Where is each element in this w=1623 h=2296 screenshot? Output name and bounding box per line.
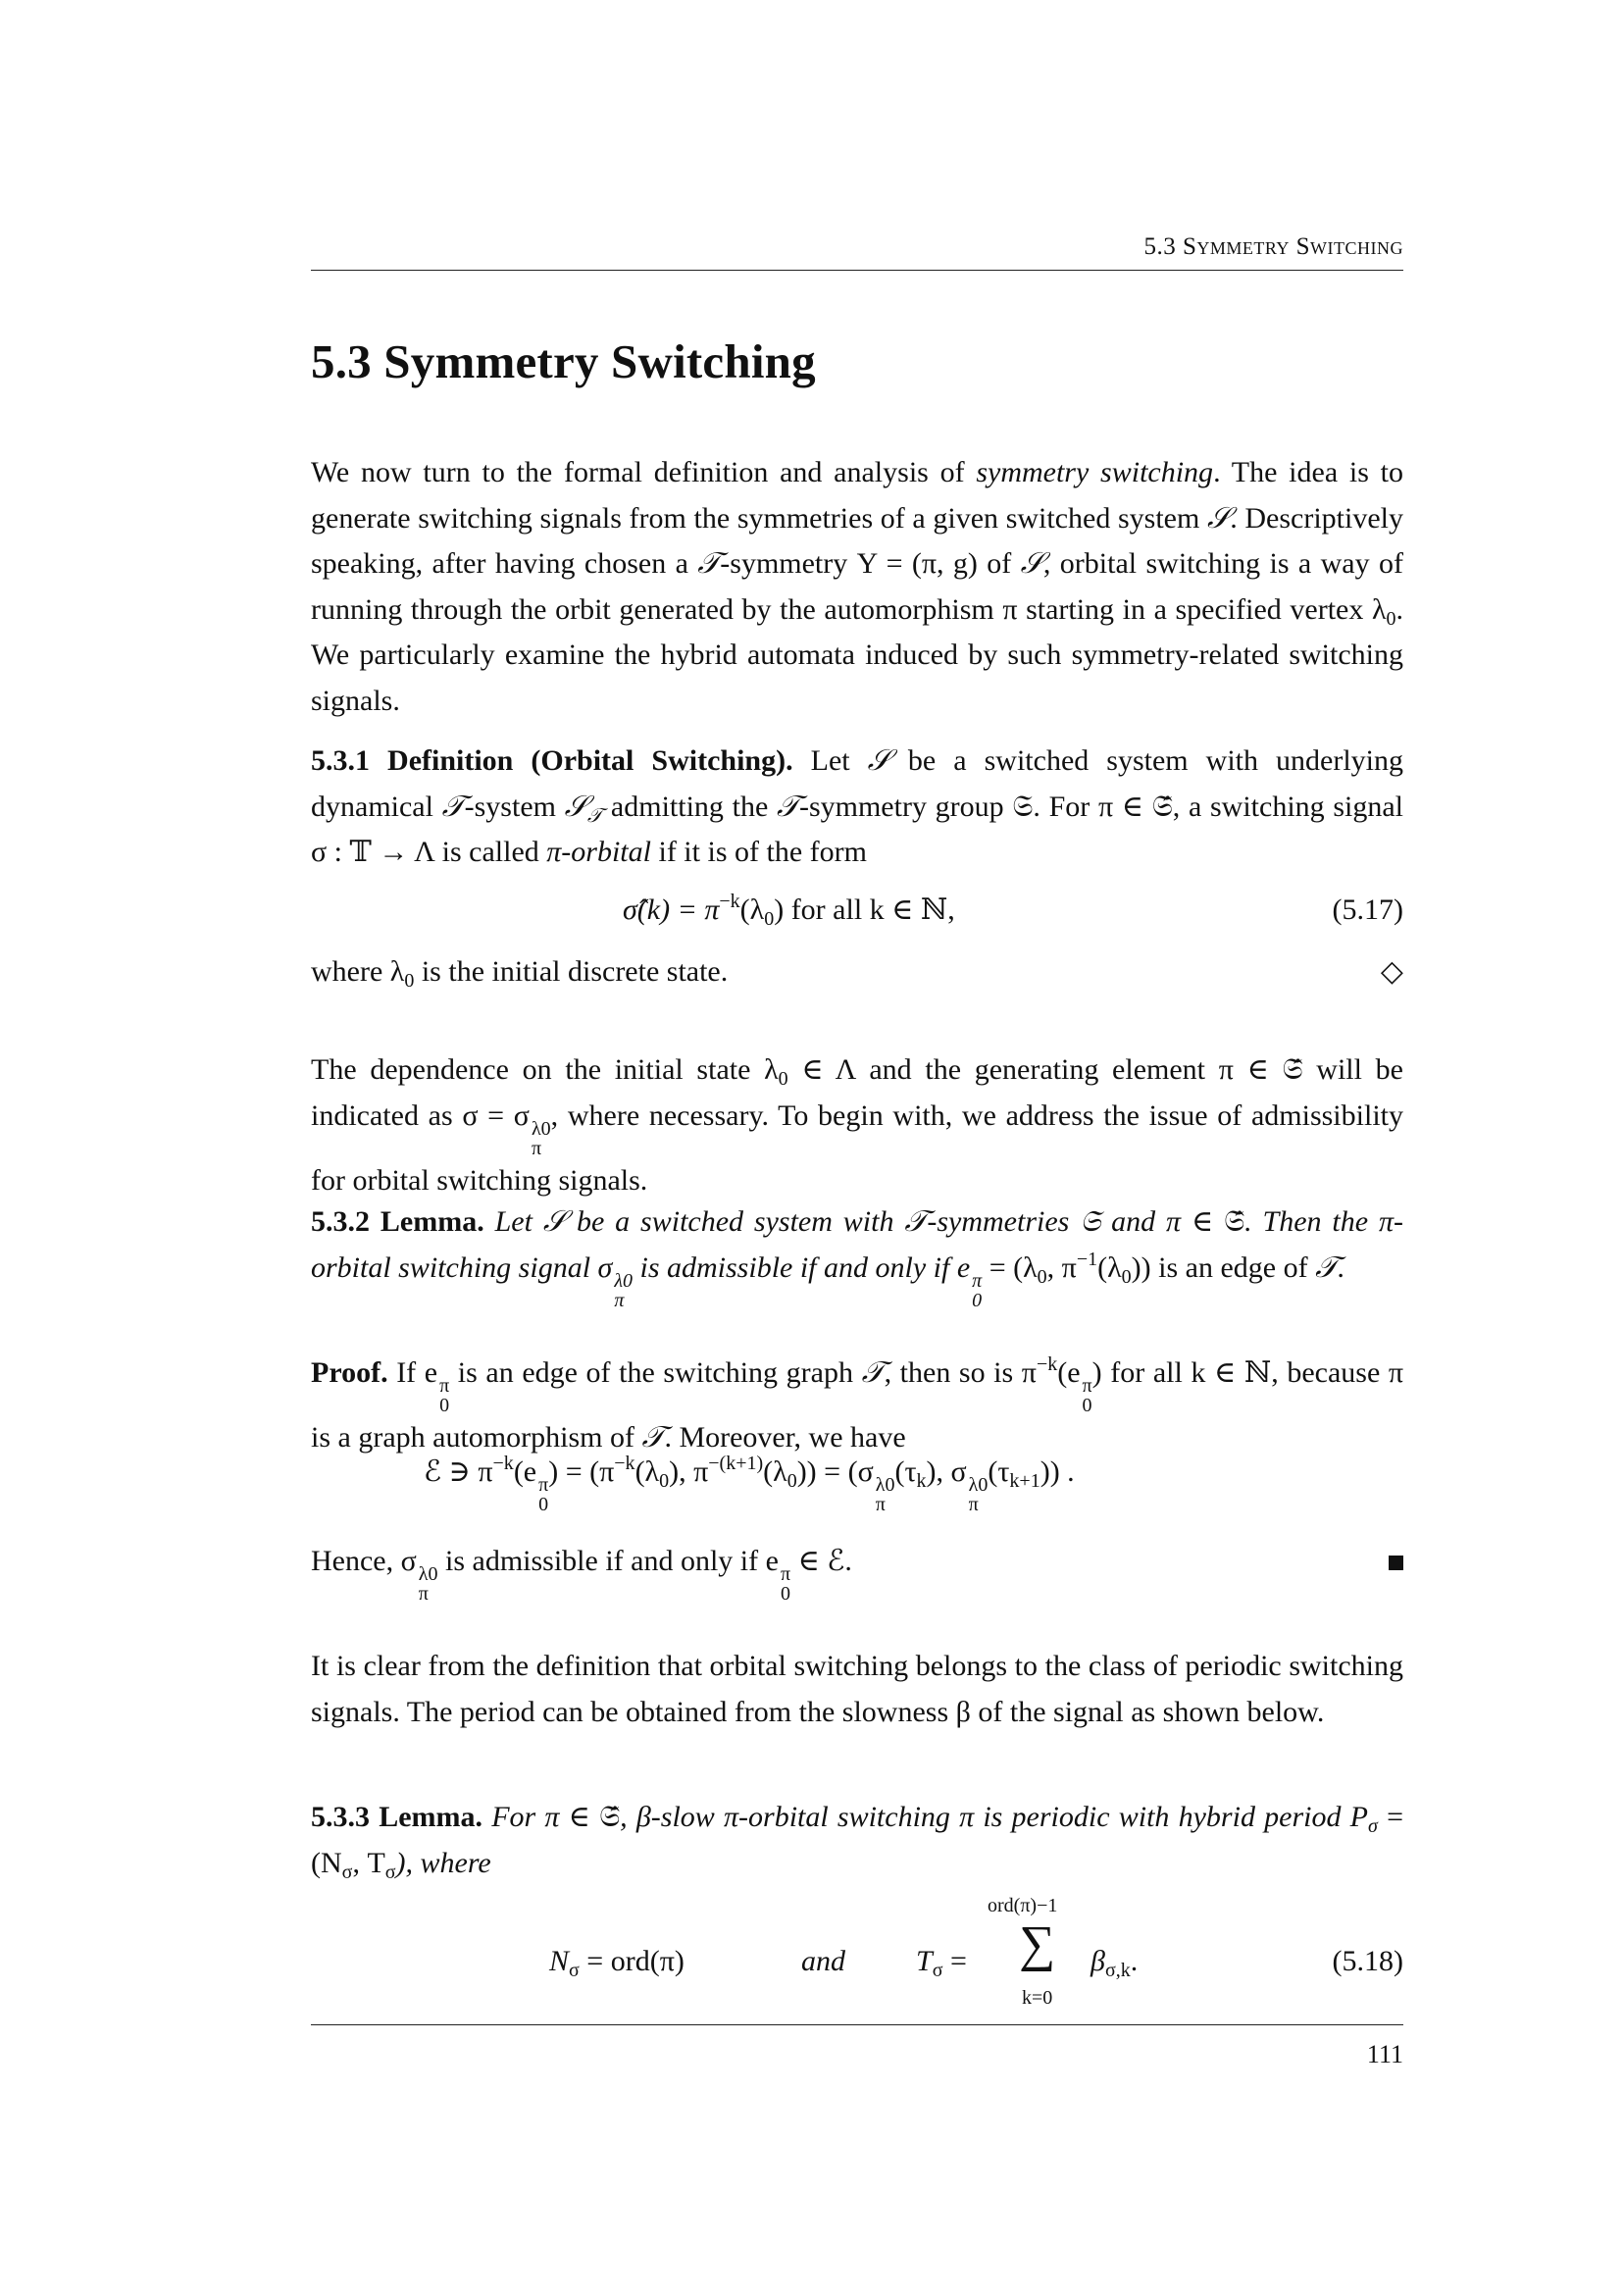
lemma-5-3-2-label: 5.3.2 Lemma. [311, 1205, 484, 1238]
definition-label: 5.3.1 Definition (Orbital Switching). [311, 744, 793, 777]
intro-paragraph: We now turn to the formal definition and analysis of symmetry switching. The idea is to generate switching signals from the symmetries of a given switched system 𝒮. Descriptively speaking, after having chosen a 𝒯-symmetry Υ = (π, g) of 𝒮, orbital switching is a way of running through the orbit generated by the automorphism π starting in a specified vertex $\lambda_0$. We particularly examine the hybrid automata induced by such symmetry-related switching signals. [311, 456, 1403, 717]
proof-label: Proof. [311, 1356, 388, 1389]
header-rule [311, 270, 1403, 271]
equation-5-18: $N_\sigma = ord(\pi)$ and $T_\sigma$ = ord(π)−1 ∑ k=0 $\beta_{\sigma,k}$. (5.18) [549, 1895, 1403, 2009]
paragraph-periodic: It is clear from the definition that orbital switching belongs to the class of periodic switching signals. The period can be obtained from the slowness β of the signal as shown below. [311, 1650, 1403, 1728]
footer-rule [311, 2024, 1403, 2025]
definition-where: where $\lambda_0$ is the initial discrete state. ◇ [311, 949, 1403, 995]
paragraph-dependence: The dependence on the initial state $\lambda_0$ ∈ Λ and the generating element π ∈ 𝔖̂ will be indicated as σ = σ λ0 π , where necessary. To begin with, we address the issue of admissibility for orbital switching signals. [311, 1053, 1403, 1197]
definition-end-mark: ◇ [1380, 955, 1403, 988]
page: 5.3 Symmetry Switching 5.3 Symmetry Switching We now turn to the formal definition and analysis of symmetry switching. The idea is to generate switching signals from the symmetries of a given switched system 𝒮. Descriptively speaking, after having chosen a 𝒯-symmetry Υ = (π, g) of 𝒮, orbital switching is a way of running through the orbit generated by the automorphism π starting in a specified vertex $\lambda_0$. We particularly examine the hybrid automata induced by such symmetry-related switching signals. 5.3.1 Definition (Orbital Switching). Let 𝒮 be a switched system with underlying dynamical 𝒯-system 𝒮$_𝒯$ admitting the 𝒯-symmetry group 𝔖. For π ∈ 𝔖̂, a switching signal σ : 𝕋 → Λ is called π-orbital if it is of the form σ̂(k) = $\pi^{-k}(\lambda_0)$ for all k ∈ ℕ, (5.17) where $\lambda_0$ is the initial discrete state. ◇ The dependence on the initial state $\lambda_0$ ∈ Λ and the generating element π ∈ 𝔖̂ will be indicated as σ = σ λ0 π , where necessary. To begin with, we address the issue of admissibility for orbital switching signals. 5.3.2 Lemma. Let 𝒮 be a switched system with 𝒯-symmetries 𝔖 and π ∈ 𝔖̂. Then the π-orbital switching signal σ λ0 π is admissible if and only if e π 0 = ($\lambda_0$, $\pi^{-1}(\lambda_0)$) is an edge of 𝒯. Proof. If e π 0 is an edge of the switching graph 𝒯, then so is $\pi^{-k}(e$ π 0 ) for all k ∈ ℕ, because π is a graph automorphism of 𝒯. Moreover, we have ℰ ∋ $\pi^{-k}(e$ π 0 ) = ($\pi^{-k}(\lambda_0)$, $\pi^{-(k+1)}(\lambda_0)) = (\sigma$ λ0 π $(\tau_k)$, σ λ0 π $(\tau_{k+1})$) . Hence, σ λ0 π is admissible if and only if e π 0 ∈ ℰ. It is clear from the definition that orbital switching belongs to the class of periodic switching signals. The period can be obtained from the slowness β of the signal as shown below. 5.3.3 Lemma. For π ∈ 𝔖̂, β-slow π-orbital switching π is periodic with hybrid period $P_\sigma = (N_\sigma$, $T_\sigma$), where $N_\sigma = ord(\pi)$ and $T_\sigma$ = ord(π)−1 ∑ k=0 $\beta_{\sigma,k}$. (5.18) 111 [311, 233, 1404, 2068]
lemma-5-3-3: 5.3.3 Lemma. For π ∈ 𝔖̂, β-slow π-orbital switching π is periodic with hybrid period $P_\sigma = (N_\sigma$, $T_\sigma$), where [311, 1801, 1403, 1883]
sum-lower-limit: k=0 [1022, 1987, 1053, 2009]
equation-number-5-18: (5.18) [1332, 1945, 1403, 1977]
running-head: 5.3 Symmetry Switching [1143, 233, 1403, 260]
proof: Proof. If e π 0 is an edge of the switching graph 𝒯, then so is $\pi^{-k}(e$ π 0 ) for all k ∈ ℕ, because π is a graph automorphism of 𝒯. Moreover, we have [311, 1353, 1404, 1454]
proof-hence: Hence, σ λ0 π is admissible if and only if e π 0 ∈ ℰ. [311, 1539, 1403, 1604]
definition-5-3-1: 5.3.1 Definition (Orbital Switching). Let 𝒮 be a switched system with underlying dynamical 𝒯-system 𝒮$_𝒯$ admitting the 𝒯-symmetry group 𝔖. For π ∈ 𝔖̂, a switching signal σ : 𝕋 → Λ is called π-orbital if it is of the form [311, 744, 1404, 868]
sum-sign: ∑ [1019, 1916, 1056, 1972]
emph-symmetry-switching: symmetry switching [976, 456, 1214, 488]
sum-upper-limit: ord(π)−1 [988, 1895, 1058, 1916]
lemma-5-3-2: 5.3.2 Lemma. Let 𝒮 be a switched system with 𝒯-symmetries 𝔖 and π ∈ 𝔖̂. Then the π-orbital switching signal σ λ0 π is admissible if and only if e π 0 = ($\lambda_0$, $\pi^{-1}(\lambda_0)$) is an edge of 𝒯. [311, 1205, 1403, 1311]
equation-number-5-17: (5.17) [1332, 893, 1403, 926]
page-number: 111 [1366, 2040, 1403, 2068]
section-title: 5.3 Symmetry Switching [311, 334, 816, 388]
qed-mark [1389, 1556, 1403, 1570]
lemma-5-3-3-label: 5.3.3 Lemma. [311, 1801, 483, 1833]
